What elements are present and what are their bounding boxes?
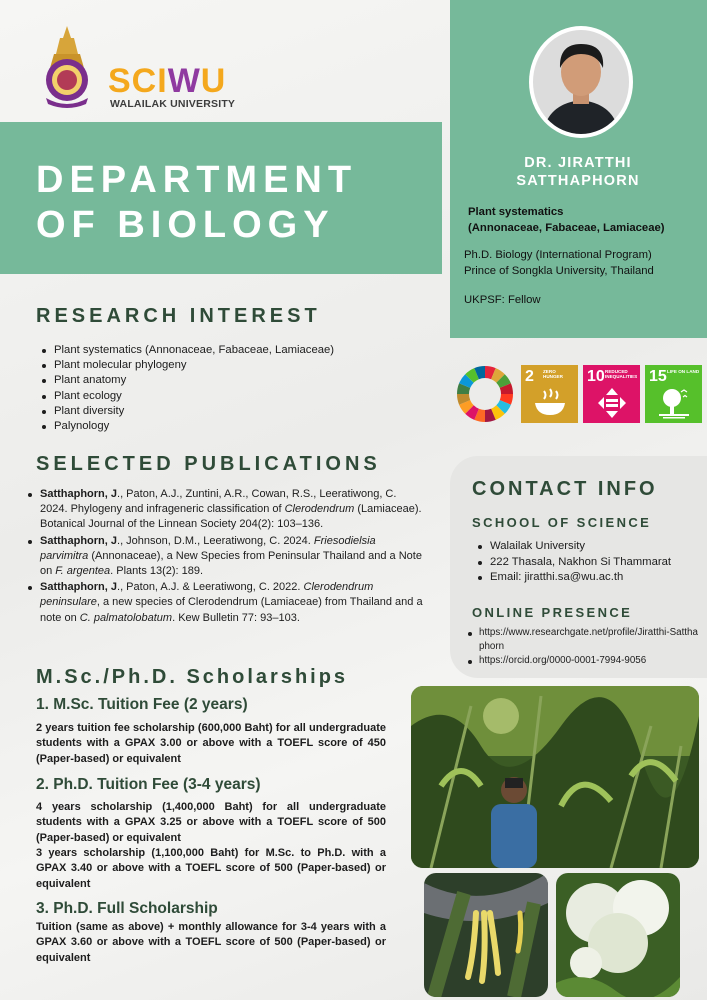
publications-heading: SELECTED PUBLICATIONS bbox=[36, 453, 381, 475]
degree-line-1: Ph.D. Biology (International Program) bbox=[464, 249, 652, 261]
scholarship-2-body-2: 3 years scholarship (1,100,000 Baht) for M.Sc. to Ph.D. with a GPAX 3.40 or above with a TOEFL score of 500 (Paper-based) or equivalent bbox=[36, 847, 386, 890]
list-item: Palynology bbox=[40, 419, 334, 434]
sdg-number: 15 bbox=[649, 368, 667, 385]
email-text: Email: jiratthi.sa@wu.ac.th bbox=[476, 570, 671, 586]
publication-item bbox=[26, 580, 424, 626]
pub-text: ., Paton, A.J. & Leeratiwong, C. 2022. bbox=[117, 581, 304, 594]
list-item: Plant ecology bbox=[40, 389, 334, 404]
degree-line-2: Prince of Songkla University, Thailand bbox=[464, 265, 654, 277]
logo-sci-text: SCI bbox=[108, 62, 168, 100]
pub-text: ., Johnson, D.M., Leeratiwong, C. 2024. bbox=[117, 534, 314, 547]
specialty bbox=[468, 204, 698, 236]
forest-field-photo bbox=[411, 686, 699, 868]
pub-author: Satthaphorn, J bbox=[40, 534, 118, 547]
researchgate-link[interactable]: https://www.researchgate.net/profile/Jiratthi-Satthaphorn bbox=[466, 626, 702, 654]
research-heading: RESEARCH INTEREST bbox=[36, 305, 321, 327]
list-item: Plant anatomy bbox=[40, 373, 334, 388]
degree bbox=[464, 247, 700, 279]
online-links bbox=[466, 626, 702, 667]
bowl-icon bbox=[533, 387, 567, 419]
sdg-number: 2 bbox=[525, 368, 534, 385]
sdg-wheel-icon bbox=[456, 365, 514, 423]
fellowship: UKPSF: Fellow bbox=[464, 294, 541, 306]
person-name bbox=[455, 154, 701, 190]
sdg-tile-15 bbox=[645, 365, 702, 423]
university-seal-icon bbox=[38, 24, 96, 108]
specialty-line-2: (Annonaceae, Fabaceae, Lamiaceae) bbox=[468, 222, 665, 234]
name-line-2: SATTHAPHORN bbox=[516, 173, 640, 189]
contact-list bbox=[476, 539, 671, 586]
school-heading: SCHOOL OF SCIENCE bbox=[472, 515, 652, 530]
pub-author: Satthaphorn, J bbox=[40, 581, 118, 594]
specialty-line-1: Plant systematics bbox=[468, 206, 564, 218]
pub-text: . Kew Bulletin 77: 93–103. bbox=[172, 611, 300, 624]
pub-text: (Annonaceae), a New Species from Peninsular Thailand and a Note on bbox=[40, 549, 422, 578]
tree-icon bbox=[657, 387, 691, 419]
pub-italic: C. palmatolobatum bbox=[79, 611, 173, 624]
publication-item bbox=[26, 487, 424, 533]
pub-italic: Clerodendrum bbox=[284, 503, 355, 516]
sdg-label: REDUCED INEQUALITIES bbox=[605, 369, 638, 380]
pub-text: , a new species of Clerodendrum (Lamiaceae) from Thailand and a note on bbox=[40, 596, 423, 624]
research-list bbox=[40, 343, 334, 434]
online-heading: ONLINE PRESENCE bbox=[472, 605, 633, 620]
list-item: Plant diversity bbox=[40, 404, 334, 419]
pub-italic: Clerodendrum peninsulare bbox=[40, 581, 374, 609]
page-title bbox=[36, 158, 357, 248]
orcid-link[interactable]: https://orcid.org/0000-0001-7994-9056 bbox=[466, 654, 702, 668]
sciwu-logo bbox=[108, 64, 226, 98]
hanging-flower-photo bbox=[424, 873, 548, 997]
pub-italic: Friesodielsia parvimitra bbox=[40, 534, 376, 562]
pub-text: . Plants 13(2): 189. bbox=[110, 565, 204, 578]
scholarships-heading: M.Sc./Ph.D. Scholarships bbox=[36, 666, 349, 688]
contact-heading: CONTACT INFO bbox=[472, 478, 658, 500]
logo-block bbox=[38, 24, 248, 112]
pub-author: Satthaphorn, J bbox=[40, 488, 118, 500]
sdg-number: 10 bbox=[587, 368, 605, 385]
list-item: 222 Thasala, Nakhon Si Thammarat bbox=[476, 555, 671, 571]
pub-italic: F. argentea bbox=[55, 565, 111, 578]
title-line-2: OF BIOLOGY bbox=[36, 204, 335, 246]
list-item: Plant molecular phylogeny bbox=[40, 358, 334, 373]
logo-u-text: U bbox=[200, 62, 227, 100]
name-line-1: DR. JIRATTHI bbox=[524, 155, 632, 171]
title-line-1: DEPARTMENT bbox=[36, 159, 358, 201]
publication-list bbox=[26, 487, 424, 627]
university-name: WALAILAK UNIVERSITY bbox=[110, 98, 236, 110]
portrait-image bbox=[533, 30, 629, 134]
list-item: Walailak University bbox=[476, 539, 671, 555]
scholarship-1-title: 1. M.Sc. Tuition Fee (2 years) bbox=[36, 696, 248, 713]
list-item: Plant systematics (Annonaceae, Fabaceae, Lamiaceae) bbox=[40, 343, 334, 358]
scholarship-2-body: 4 years scholarship (1,400,000 Baht) for all undergraduate students with a GPAX 3.25 or above with a TOEFL score of 500 (Paper-based) or equivalent bbox=[36, 801, 386, 844]
sdg-label: LIFE ON LAND bbox=[667, 369, 700, 374]
scholarship-2-title: 2. Ph.D. Tuition Fee (3-4 years) bbox=[36, 776, 261, 793]
equality-icon bbox=[595, 387, 629, 419]
pub-text: (Lamiaceae). Botanical Journal of the Linnean Society 204(2): 103–136. bbox=[40, 503, 422, 531]
sdg-tile-2 bbox=[521, 365, 578, 423]
scholarship-1-body: 2 years tuition fee scholarship (600,000 Baht) for all undergraduate students with a GPAX 3.00 or above with a TOEFL score of 450 (Paper-based) or equivalent bbox=[36, 722, 386, 765]
publication-item bbox=[26, 534, 424, 580]
sdg-tile-10 bbox=[583, 365, 640, 423]
sdg-label: ZERO HUNGER bbox=[543, 369, 563, 380]
pub-text: ., Paton, A.J., Zuntini, A.R., Cowan, R.S., Leeratiwong, C. 2024. Phylogeny and infrageneric classification of bbox=[40, 488, 397, 516]
scholarship-3-title: 3. Ph.D. Full Scholarship bbox=[36, 900, 218, 917]
logo-w-text: W bbox=[167, 62, 201, 100]
profile-photo bbox=[529, 26, 633, 138]
scholarship-3-body: Tuition (same as above) + monthly allowance for 3-4 years with a GPAX 3.60 or above with a TOEFL score of 500 (Paper-based) or equivalent bbox=[36, 921, 386, 964]
white-flower-photo bbox=[556, 873, 680, 997]
